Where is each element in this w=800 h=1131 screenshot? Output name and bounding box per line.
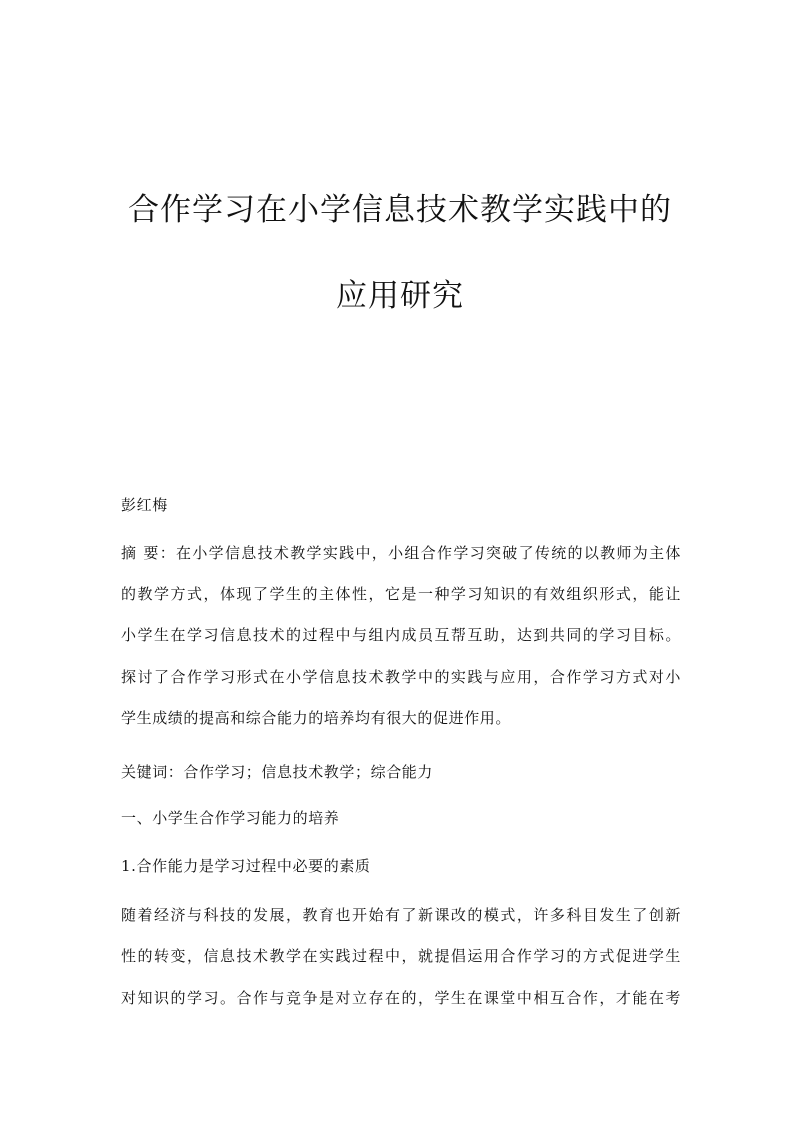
body-paragraph-line: 对知识的学习。合作与竞争是对立存在的，学生在课堂中相互合作，才能在考 xyxy=(121,989,681,1007)
paper-title-line-1: 合作学习在小学信息技术教学实践中的 xyxy=(128,192,672,228)
abstract-line: 探讨了合作学习形式在小学信息技术教学中的实践与应用，合作学习方式对小 xyxy=(121,668,681,686)
author-name: 彭红梅 xyxy=(121,496,168,514)
body-paragraph-line: 随着经济与科技的发展，教育也开始有了新课改的模式，许多科目发生了创新 xyxy=(121,906,681,924)
keywords-line: 关键词：合作学习；信息技术教学；综合能力 xyxy=(121,763,434,781)
abstract-line: 的教学方式，体现了学生的主体性，它是一种学习知识的有效组织形式，能让 xyxy=(121,585,681,603)
section-heading: 一、小学生合作学习能力的培养 xyxy=(121,809,340,827)
abstract-line: 小学生在学习信息技术的过程中与组内成员互帮互助，达到共同的学习目标。 xyxy=(121,626,681,644)
subsection-heading: 1.合作能力是学习过程中必要的素质 xyxy=(121,857,371,875)
abstract-line: 学生成绩的提高和综合能力的培养均有很大的促进作用。 xyxy=(121,709,512,727)
paper-title-line-2: 应用研究 xyxy=(336,278,464,314)
abstract-line: 摘 要：在小学信息技术教学实践中，小组合作学习突破了传统的以教师为主体 xyxy=(121,544,681,562)
body-paragraph-line: 性的转变，信息技术教学在实践过程中，就提倡运用合作学习的方式促进学生 xyxy=(121,947,681,965)
